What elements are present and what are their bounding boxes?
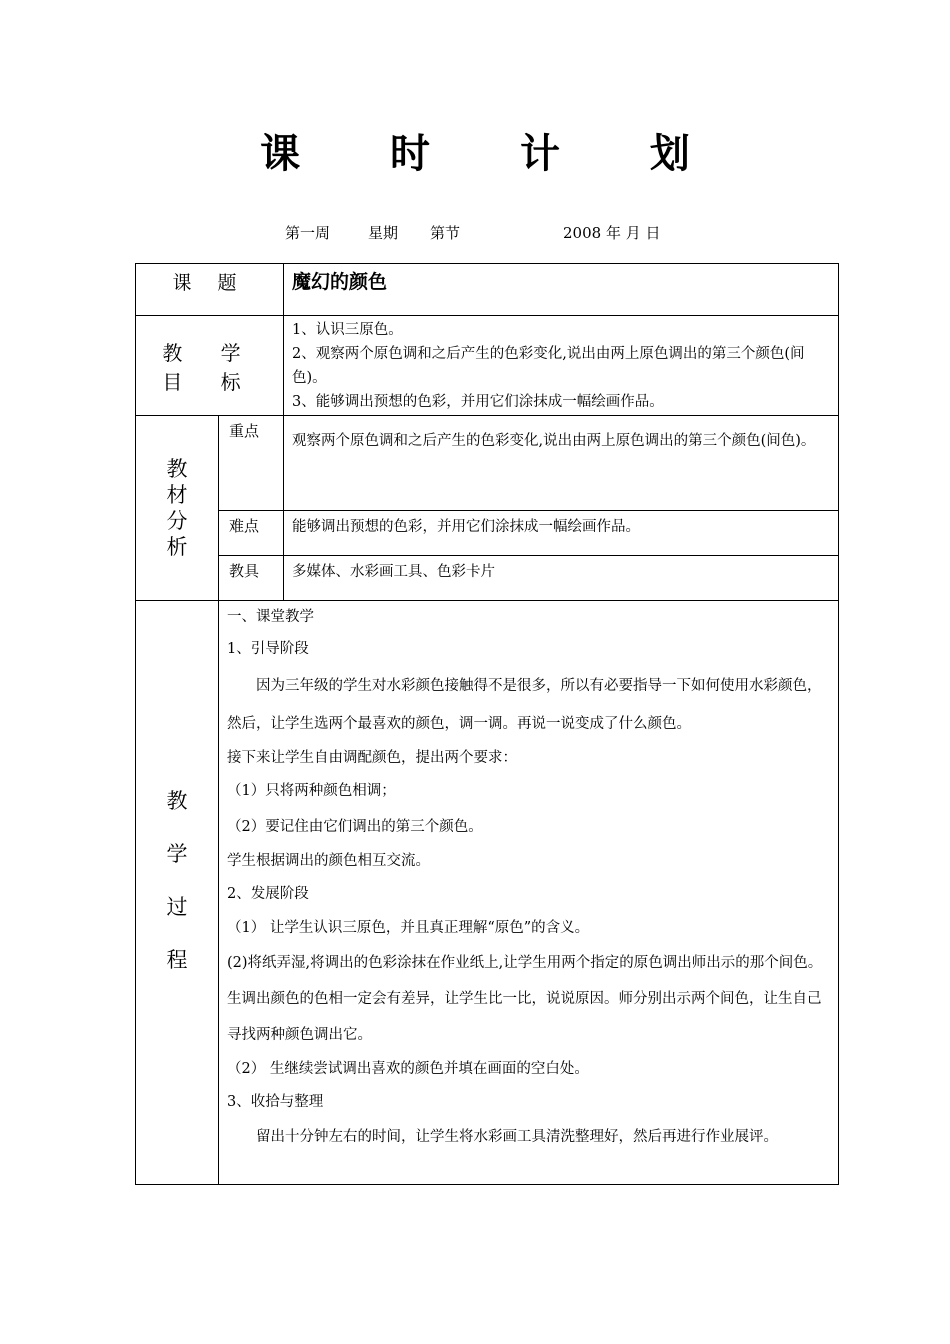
key-point-row	[136, 416, 839, 511]
requirement-item: （1）只将两种颜色相调；	[227, 783, 396, 799]
stage-title: 2、发展阶段	[227, 886, 309, 902]
process-content	[219, 601, 839, 1185]
key-point-text: 观察两个原色调和之后产生的色彩变化,说出由两上原色调出的第三个颜色(间色)。	[284, 416, 839, 511]
goal-item: 1、认识三原色。	[292, 322, 403, 338]
lesson-plan-table	[135, 263, 839, 1185]
paragraph: 学生根据调出的颜色相互交流。	[227, 853, 430, 869]
topic-value: 魔幻的颜色	[284, 264, 839, 316]
goals-label: 教 学 目 标	[136, 316, 284, 416]
paragraph: 因为三年级的学生对水彩颜色接触得不是很多，所以有必要指导一下如何使用水彩颜色，然后，让学生选两个最喜欢的颜色，调一调。再说一说变成了什么颜色。	[227, 678, 822, 732]
list-item: (2)将纸弄湿,将调出的色彩涂抹在作业纸上,让学生用两个指定的原色调出师出示的那个间色。生调出颜色的色相一定会有差异，让学生比一比，说说原因。师分别出示两个间色，让生自己寻找两种颜色调出它。	[227, 955, 823, 1043]
goals-row	[136, 316, 839, 416]
tools-text: 多媒体、水彩画工具、色彩卡片	[284, 556, 839, 601]
difficulty-text: 能够调出预想的色彩，并用它们涂抹成一幅绘画作品。	[284, 511, 839, 556]
difficulty-label: 难点	[219, 511, 284, 556]
list-item: （1） 让学生认识三原色，并且真正理解“原色”的含义。	[227, 920, 590, 936]
goal-item: 3、能够调出预想的色彩，并用它们涂抹成一幅绘画作品。	[292, 394, 664, 410]
list-item: （2） 生继续尝试调出喜欢的颜色并填在画面的空白处。	[227, 1061, 589, 1077]
goals-content	[284, 316, 839, 416]
key-point-label: 重点	[219, 416, 284, 511]
week-field: 第一周	[285, 224, 331, 242]
lesson-meta	[0, 222, 950, 242]
weekday-field: 星期	[368, 224, 399, 242]
period-field: 第节	[430, 224, 461, 242]
goal-item: 2、观察两个原色调和之后产生的色彩变化,说出由两上原色调出的第三个颜色(间色)。	[292, 346, 805, 386]
topic-row	[136, 264, 839, 316]
paragraph: 接下来让学生自由调配颜色，提出两个要求：	[227, 750, 517, 766]
stage-title: 1、引导阶段	[227, 641, 309, 657]
requirement-item: （2）要记住由它们调出的第三个颜色。	[227, 819, 483, 835]
page-title: 课 时 计 划	[260, 131, 728, 177]
difficulty-row	[136, 511, 839, 556]
process-label: 教 学 过 程	[136, 601, 219, 1185]
process-row	[136, 601, 839, 1185]
process-heading: 一、课堂教学	[227, 609, 314, 625]
paragraph: 留出十分钟左右的时间，让学生将水彩画工具清洗整理好，然后再进行作业展评。	[256, 1129, 778, 1145]
topic-label: 课 题	[136, 264, 284, 316]
stage-title: 3、收拾与整理	[227, 1094, 324, 1110]
tools-row	[136, 556, 839, 601]
date-field: 2008 年 月 日	[563, 224, 661, 242]
analysis-label: 教材分析	[136, 416, 219, 601]
tools-label: 教具	[219, 556, 284, 601]
